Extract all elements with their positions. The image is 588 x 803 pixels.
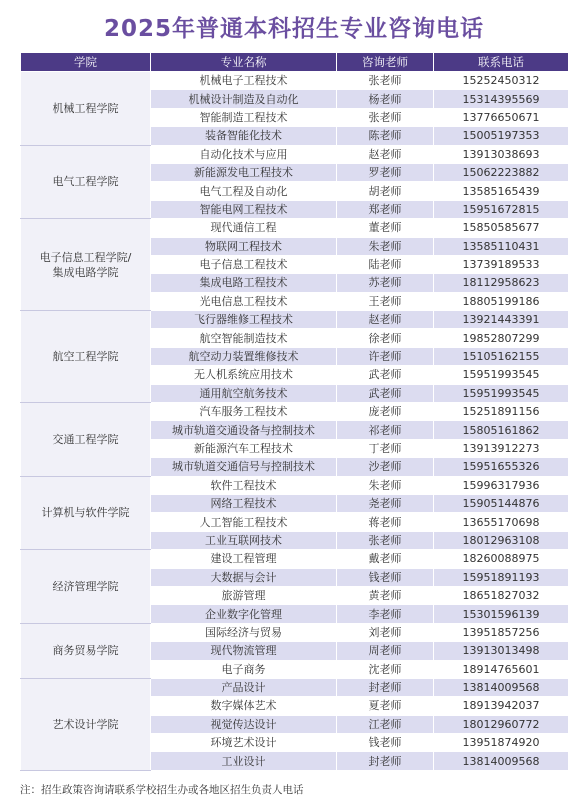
phone-cell: 19852807299 (434, 329, 569, 347)
major-cell: 现代物流管理 (151, 642, 337, 660)
phone-cell: 13739189533 (434, 255, 569, 273)
teacher-cell: 夏老师 (337, 697, 434, 715)
teacher-cell: 陆老师 (337, 255, 434, 273)
teacher-cell: 郑老师 (337, 200, 434, 218)
teacher-cell: 沈老师 (337, 660, 434, 678)
teacher-cell: 苏老师 (337, 274, 434, 292)
major-cell: 光电信息工程技术 (151, 292, 337, 310)
major-cell: 视觉传达设计 (151, 715, 337, 733)
major-cell: 大数据与会计 (151, 568, 337, 586)
major-cell: 旅游管理 (151, 586, 337, 604)
phone-cell: 15850585677 (434, 219, 569, 237)
college-cell: 电气工程学院 (21, 145, 151, 219)
major-cell: 汽车服务工程技术 (151, 403, 337, 421)
major-cell: 电子信息工程技术 (151, 255, 337, 273)
phone-cell: 15951993545 (434, 366, 569, 384)
major-cell: 数字媒体艺术 (151, 697, 337, 715)
teacher-cell: 杨老师 (337, 90, 434, 108)
major-cell: 装备智能化技术 (151, 127, 337, 145)
header-row (21, 53, 569, 72)
phone-cell: 18913942037 (434, 697, 569, 715)
college-cell: 电子信息工程学院/ 集成电路学院 (21, 219, 151, 311)
major-cell: 新能源汽车工程技术 (151, 439, 337, 457)
phone-cell: 18012963108 (434, 531, 569, 549)
phone-cell: 15805161862 (434, 421, 569, 439)
major-cell: 物联网工程技术 (151, 237, 337, 255)
major-cell: 智能制造工程技术 (151, 108, 337, 126)
teacher-cell: 尧老师 (337, 494, 434, 512)
header-phone: 联系电话 (434, 53, 569, 72)
phone-cell: 15105162155 (434, 347, 569, 365)
major-cell: 产品设计 (151, 678, 337, 696)
major-cell: 飞行器维修工程技术 (151, 311, 337, 329)
phone-cell: 15951672815 (434, 200, 569, 218)
phone-cell: 13913912273 (434, 439, 569, 457)
teacher-cell: 封老师 (337, 752, 434, 770)
major-cell: 工业设计 (151, 752, 337, 770)
college-cell: 计算机与软件学院 (21, 476, 151, 550)
major-cell: 无人机系统应用技术 (151, 366, 337, 384)
teacher-cell: 沙老师 (337, 458, 434, 476)
teacher-cell: 陈老师 (337, 127, 434, 145)
phone-cell: 15005197353 (434, 127, 569, 145)
major-cell: 智能电网工程技术 (151, 200, 337, 218)
phone-cell: 15951655326 (434, 458, 569, 476)
phone-cell: 18012960772 (434, 715, 569, 733)
college-cell: 交通工程学院 (21, 403, 151, 477)
major-cell: 城市轨道交通设备与控制技术 (151, 421, 337, 439)
teacher-cell: 许老师 (337, 347, 434, 365)
teacher-cell: 周老师 (337, 642, 434, 660)
teacher-cell: 罗老师 (337, 163, 434, 181)
college-cell: 商务贸易学院 (21, 623, 151, 678)
teacher-cell: 王老师 (337, 292, 434, 310)
major-cell: 企业数字化管理 (151, 605, 337, 623)
table-row (21, 72, 569, 90)
teacher-cell: 朱老师 (337, 476, 434, 494)
major-cell: 工业互联网技术 (151, 531, 337, 549)
phone-cell: 15251891156 (434, 403, 569, 421)
teacher-cell: 张老师 (337, 72, 434, 90)
teacher-cell: 戴老师 (337, 550, 434, 568)
phone-cell: 13814009568 (434, 678, 569, 696)
teacher-cell: 董老师 (337, 219, 434, 237)
teacher-cell: 朱老师 (337, 237, 434, 255)
major-cell: 环境艺术设计 (151, 734, 337, 752)
teacher-cell: 张老师 (337, 531, 434, 549)
college-cell: 艺术设计学院 (21, 678, 151, 770)
phone-cell: 13585110431 (434, 237, 569, 255)
phone-cell: 15062223882 (434, 163, 569, 181)
table-row (21, 145, 569, 163)
table-row (21, 311, 569, 329)
teacher-cell: 赵老师 (337, 311, 434, 329)
table-row (21, 550, 569, 568)
major-cell: 新能源发电工程技术 (151, 163, 337, 181)
phone-cell: 13921443391 (434, 311, 569, 329)
teacher-cell: 李老师 (337, 605, 434, 623)
major-cell: 人工智能工程技术 (151, 513, 337, 531)
contact-table (20, 52, 569, 771)
phone-cell: 18805199186 (434, 292, 569, 310)
phone-cell: 15301596139 (434, 605, 569, 623)
major-cell: 自动化技术与应用 (151, 145, 337, 163)
teacher-cell: 庞老师 (337, 403, 434, 421)
teacher-cell: 祁老师 (337, 421, 434, 439)
college-cell: 经济管理学院 (21, 550, 151, 624)
teacher-cell: 丁老师 (337, 439, 434, 457)
phone-cell: 13951874920 (434, 734, 569, 752)
major-cell: 机械设计制造及自动化 (151, 90, 337, 108)
phone-cell: 13585165439 (434, 182, 569, 200)
table-row (21, 219, 569, 237)
footer-note: 注：招生政策咨询请联系学校招生办或各地区招生负责人电话 (20, 784, 304, 796)
major-cell: 软件工程技术 (151, 476, 337, 494)
header-major: 专业名称 (151, 53, 337, 72)
phone-cell: 13776650671 (434, 108, 569, 126)
teacher-cell: 武老师 (337, 384, 434, 402)
phone-cell: 13913013498 (434, 642, 569, 660)
major-cell: 国际经济与贸易 (151, 623, 337, 641)
teacher-cell: 钱老师 (337, 734, 434, 752)
page-title: 2025年普通本科招生专业咨询电话 (103, 16, 484, 42)
phone-cell: 18651827032 (434, 586, 569, 604)
table-row (21, 678, 569, 696)
major-cell: 网络工程技术 (151, 494, 337, 512)
major-cell: 集成电路工程技术 (151, 274, 337, 292)
major-cell: 通用航空航务技术 (151, 384, 337, 402)
phone-cell: 15996317936 (434, 476, 569, 494)
header-teacher: 咨询老师 (337, 53, 434, 72)
major-cell: 城市轨道交通信号与控制技术 (151, 458, 337, 476)
major-cell: 航空动力装置维修技术 (151, 347, 337, 365)
major-cell: 电子商务 (151, 660, 337, 678)
teacher-cell: 武老师 (337, 366, 434, 384)
teacher-cell: 封老师 (337, 678, 434, 696)
table-body (21, 72, 569, 771)
table-row (21, 476, 569, 494)
major-cell: 电气工程及自动化 (151, 182, 337, 200)
teacher-cell: 赵老师 (337, 145, 434, 163)
teacher-cell: 蒋老师 (337, 513, 434, 531)
phone-cell: 13814009568 (434, 752, 569, 770)
college-cell: 航空工程学院 (21, 311, 151, 403)
phone-cell: 18260088975 (434, 550, 569, 568)
table-header (21, 53, 569, 72)
phone-cell: 15905144876 (434, 494, 569, 512)
table-row (21, 623, 569, 641)
phone-cell: 13655170698 (434, 513, 569, 531)
phone-cell: 15252450312 (434, 72, 569, 90)
phone-cell: 15951993545 (434, 384, 569, 402)
phone-cell: 13951857256 (434, 623, 569, 641)
teacher-cell: 徐老师 (337, 329, 434, 347)
phone-cell: 15951891193 (434, 568, 569, 586)
phone-cell: 18914765601 (434, 660, 569, 678)
phone-cell: 15314395569 (434, 90, 569, 108)
table-row (21, 403, 569, 421)
phone-cell: 18112958623 (434, 274, 569, 292)
college-cell: 机械工程学院 (21, 72, 151, 146)
header-college: 学院 (21, 53, 151, 72)
major-cell: 航空智能制造技术 (151, 329, 337, 347)
major-cell: 机械电子工程技术 (151, 72, 337, 90)
major-cell: 现代通信工程 (151, 219, 337, 237)
teacher-cell: 江老师 (337, 715, 434, 733)
teacher-cell: 黄老师 (337, 586, 434, 604)
teacher-cell: 胡老师 (337, 182, 434, 200)
phone-cell: 13913038693 (434, 145, 569, 163)
teacher-cell: 钱老师 (337, 568, 434, 586)
major-cell: 建设工程管理 (151, 550, 337, 568)
teacher-cell: 张老师 (337, 108, 434, 126)
teacher-cell: 刘老师 (337, 623, 434, 641)
